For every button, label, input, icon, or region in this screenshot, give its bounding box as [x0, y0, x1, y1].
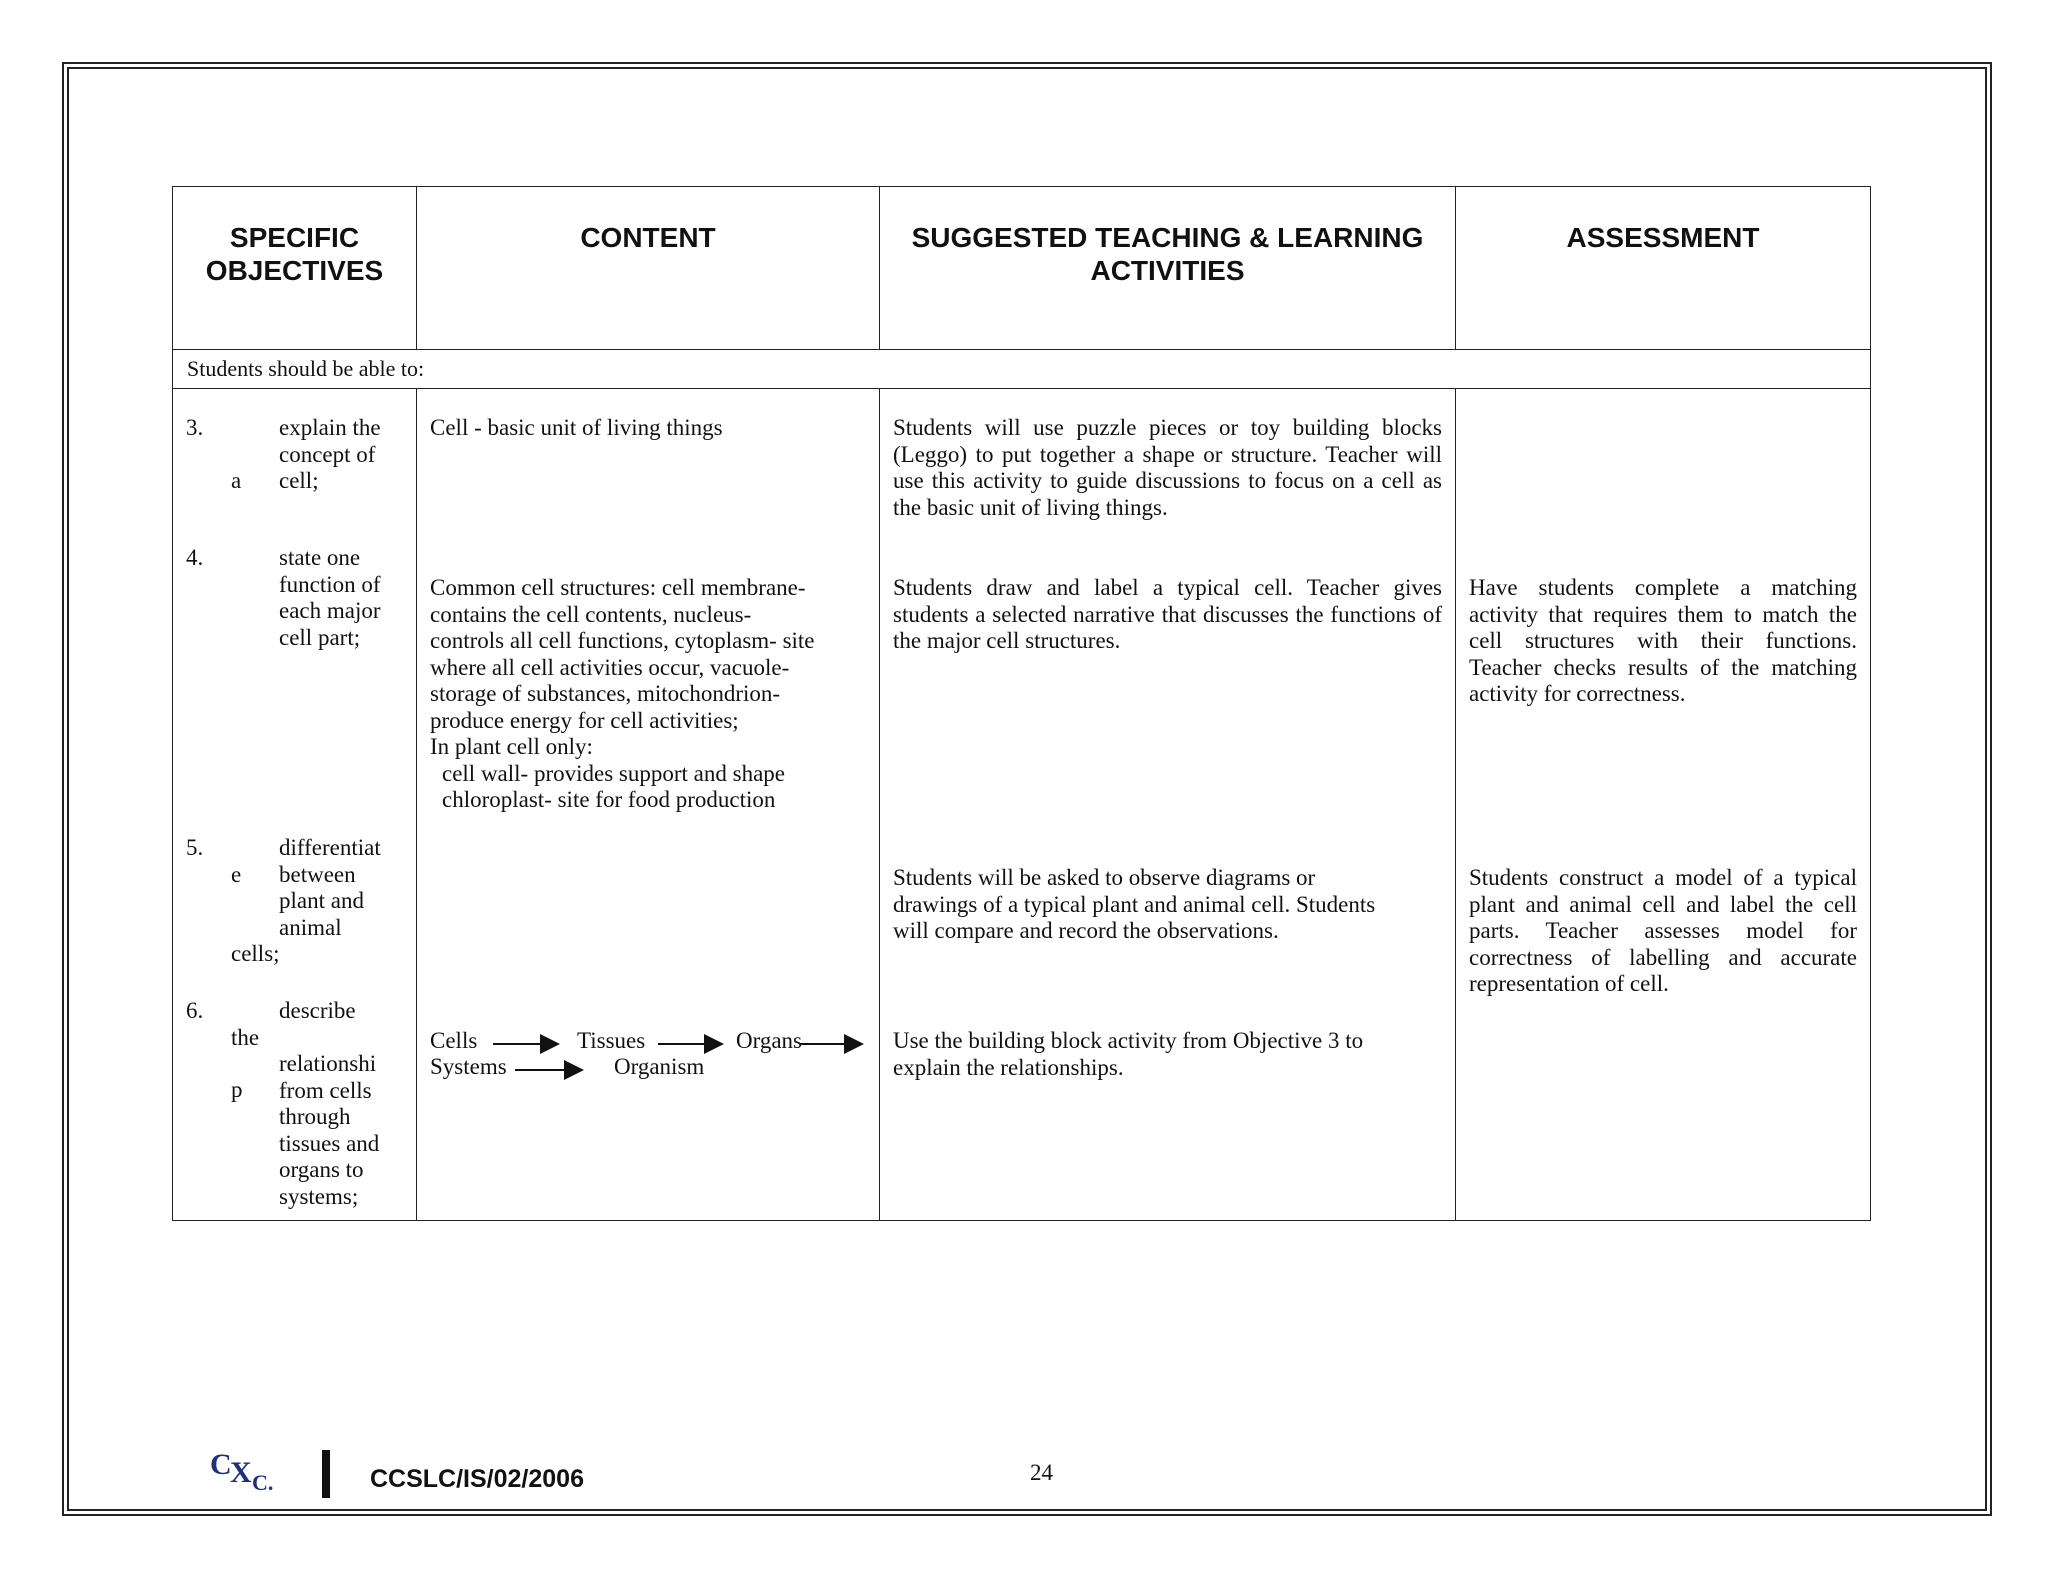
objective-line: state one [279, 545, 361, 570]
header-specific-objectives: SPECIFIC OBJECTIVES [173, 187, 417, 350]
header-content: CONTENT [417, 187, 880, 350]
assessment-5: Students construct a model of a typical plant and animal cell and label the cell parts. Teacher assesses model for correctness of labelling and accurate representation of cell. [1469, 865, 1857, 996]
activity-line: drawings of a typical plant and animal cell. Students [893, 891, 1376, 917]
header-activities: SUGGESTED TEACHING & LEARNING ACTIVITIES [880, 187, 1456, 350]
flow-item: Cells [430, 1028, 478, 1053]
svg-text:X: X [230, 1456, 252, 1489]
objective-line: cell part; [279, 624, 361, 650]
activity-line: will compare and record the observations. [893, 918, 1279, 943]
curriculum-table [172, 186, 1871, 1221]
content-line: contains the cell contents, nucleus- [430, 601, 752, 627]
activity-line: Students will be asked to observe diagrams or [893, 865, 1316, 890]
objective-6 [186, 998, 403, 1220]
objectives-cell [173, 389, 417, 1221]
objective-line: systems; [279, 1183, 359, 1209]
activity-line: explain the relationships. [893, 1054, 1124, 1080]
objective-line: the [231, 1024, 260, 1050]
objective-line: through [279, 1104, 351, 1129]
intro-text: Students should be able to: [173, 350, 1871, 389]
content-4 [430, 575, 866, 865]
content-line: produce energy for cell activities; [430, 707, 739, 733]
footer-divider [322, 1450, 330, 1498]
activity-5 [893, 865, 1442, 1028]
objective-line: explain the [279, 415, 381, 440]
flow-item: Systems [430, 1054, 507, 1079]
content-3: Cell - basic unit of living things [430, 415, 723, 440]
header-row [173, 187, 1871, 350]
activity-line: Use the building block activity from Objective 3 to [893, 1028, 1364, 1053]
content-line: cell wall- provides support and shape [442, 760, 785, 786]
page-number: 24 [1030, 1460, 1053, 1485]
objective-text [279, 415, 403, 495]
assessment-3 [1469, 415, 1857, 575]
objective-text [279, 1078, 403, 1211]
objective-number: 5. [186, 835, 204, 860]
objective-number: 6. [186, 998, 204, 1023]
objective-line: organs to [279, 1157, 364, 1182]
content-cell [417, 389, 880, 1221]
content-line: chloroplast- site for food production [442, 787, 776, 812]
intro-row [173, 350, 1871, 389]
objective-5 [186, 835, 403, 998]
assessment-4: Have students complete a matching activity that requires them to match the cell structures with their functions. Teacher checks results of the matching activity for correctness. [1469, 575, 1857, 706]
objective-text [279, 835, 403, 941]
objective-3 [186, 415, 403, 545]
activity-4: Students draw and label a typical cell. Teacher gives students a selected narrative that discusses the functions of the major cell structures. [893, 575, 1442, 653]
svg-text:C.: C. [252, 1470, 274, 1494]
flow-item: Organs [736, 1028, 803, 1053]
objective-4 [186, 545, 403, 835]
objective-line: between [279, 861, 356, 887]
document-code: CCSLC/IS/02/2006 [370, 1465, 584, 1493]
objective-line: plant and [279, 888, 364, 913]
objective-line: from cells [279, 1077, 372, 1103]
objective-number: 4. [186, 545, 204, 570]
objective-text [279, 545, 403, 651]
objective-line: animal [279, 914, 342, 940]
content-5 [430, 865, 866, 1028]
flow-item: Organism [614, 1054, 705, 1079]
header-assessment: ASSESSMENT [1456, 187, 1871, 350]
flow-item: Tissues [577, 1028, 646, 1053]
objective-line: cell; [279, 468, 319, 493]
content-line: storage of substances, mitochondrion- [430, 681, 781, 706]
organization-flow [430, 1028, 866, 1084]
objective-line: concept of [279, 441, 376, 467]
content-line: controls all cell functions, cytoplasm- site [430, 628, 815, 653]
cxc-logo [208, 1444, 284, 1494]
svg-text:C: C [210, 1448, 232, 1481]
objective-line: describe [279, 998, 356, 1023]
content-line: Common cell structures: cell membrane- [430, 575, 806, 600]
objective-sub: p [231, 1077, 243, 1102]
objective-number: 3. [186, 415, 204, 440]
objective-sub: e [231, 862, 242, 887]
objective-line: each major [279, 598, 381, 623]
objective-line: cells; [231, 941, 280, 966]
activity-6 [893, 1028, 1442, 1081]
activities-cell [880, 389, 1456, 1221]
activity-3: Students will use puzzle pieces or toy building blocks (Leggo) to put together a shape or structure. Teacher will use this activity to guide discussions to focus on a cell as the basic unit of living things. [893, 415, 1442, 520]
assessment-cell [1456, 389, 1871, 1221]
objective-line: tissues and [279, 1130, 380, 1156]
objective-line: differentiat [279, 835, 381, 860]
table-row [173, 389, 1871, 1221]
content-line: where all cell activities occur, vacuole- [430, 654, 790, 680]
objective-line: relationshi [279, 1051, 377, 1076]
content-line: In plant cell only: [430, 734, 593, 759]
objective-sub: a [231, 468, 242, 493]
objective-line: function of [279, 571, 381, 597]
